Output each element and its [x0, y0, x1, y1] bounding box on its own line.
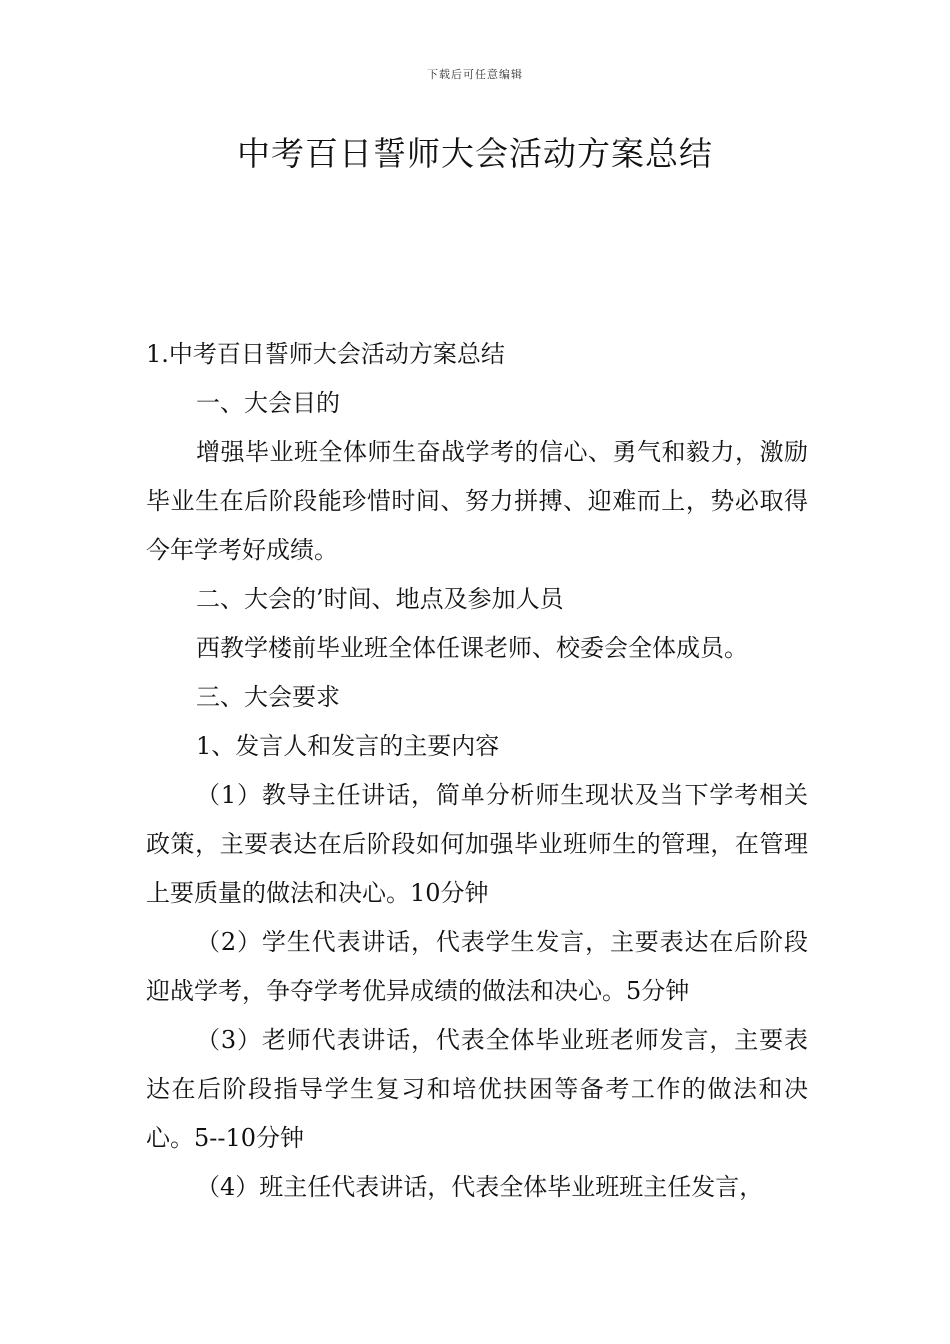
subheading-speakers: 1、发言人和发言的主要内容 — [196, 732, 500, 760]
paragraph-item-1: （1）教导主任讲话，简单分析师生现状及当下学考相关政策，主要表达在后阶段如何加强毕业班师生的管理，在管理上要质量的做法和决心。10分钟 — [146, 781, 808, 907]
paragraph-item-4: （4）班主任代表讲话，代表全体毕业班班主任发言， — [196, 1173, 764, 1201]
document-body — [146, 330, 808, 1212]
section-heading: 1.中考百日誓师大会活动方案总结 — [146, 340, 505, 368]
header-note: 下载后可任意编辑 — [427, 68, 523, 81]
document-title: 中考百日誓师大会活动方案总结 — [237, 134, 713, 173]
subheading-time-place: 二、大会的’时间、地点及参加人员 — [196, 585, 564, 613]
subheading-requirements: 三、大会要求 — [196, 683, 340, 711]
paragraph-item-2: （2）学生代表讲话，代表学生发言，主要表达在后阶段迎战学考，争夺学考优异成绩的做法和决心。5分钟 — [146, 928, 808, 1005]
paragraph-purpose: 增强毕业班全体师生奋战学考的信心、勇气和毅力，激励毕业生在后阶段能珍惜时间、努力拼搏、迎难而上，势必取得今年学考好成绩。 — [146, 438, 808, 564]
paragraph-participants: 西教学楼前毕业班全体任课老师、校委会全体成员。 — [196, 634, 748, 662]
subheading-purpose: 一、大会目的 — [196, 389, 340, 417]
paragraph-item-3: （3）老师代表讲话，代表全体毕业班老师发言，主要表达在后阶段指导学生复习和培优扶困等备考工作的做法和决心。5--10分钟 — [146, 1026, 808, 1152]
